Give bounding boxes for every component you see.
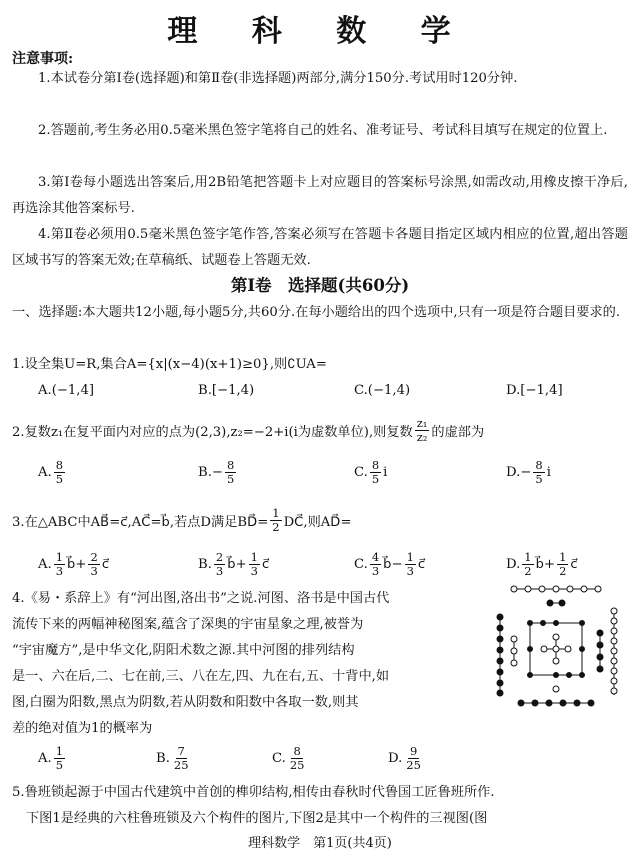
section-title: 第Ⅰ卷 选择题(共60分) bbox=[230, 276, 410, 295]
option-c: C. $\frac{8}{25}$ bbox=[272, 743, 305, 772]
notice-item: 2.答题前,考生务必用0.5毫米黑色签字笔将自己的姓名、准考证号、考试科目填写在规定的位置上. bbox=[38, 123, 608, 138]
q3-stem-a: 3.在△ABC中AB⃗=c⃗,AC⃗=b⃗,若点D满足BD⃗= bbox=[12, 514, 269, 530]
question-1-options bbox=[0, 372, 640, 408]
q5-line: 下图1是经典的六柱鲁班锁及六个构件的图片,下图2是其中一个构件的三视图(图 bbox=[26, 811, 488, 826]
notice-item: 3.第Ⅰ卷每小题选出答案后,用2B铅笔把答题卡上对应题目的答案标号涂黑,如需改动,用橡皮擦干净后,再选涂其他答案标号. bbox=[12, 175, 628, 216]
q4-line: 图,白圈为阳数,黑点为阴数,若从阴数和阳数中各取一数,则其 bbox=[12, 695, 359, 710]
option-c: C. $\frac{4}{3}$ b⃗ − $\frac{1}{3}$ c⃗ bbox=[354, 549, 426, 578]
q2-stem-b: 的虚部为 bbox=[431, 424, 485, 440]
q5-line: 5.鲁班锁起源于中国古代建筑中首创的榫卯结构,相传由春秋时代鲁国工匠鲁班所作. bbox=[12, 785, 495, 800]
question-1-stem: 1.设全集U=R,集合A={x|(x−4)(x+1)≥0},则∁UA= bbox=[12, 357, 327, 372]
notice-item: 4.第Ⅱ卷必须用0.5毫米黑色签字笔作答,答案必须写在答题卡各题目指定区域内相应的位置,超出答题区域书写的答案无效;在草稿纸、试题卷上答题无效. bbox=[12, 227, 628, 268]
notice-item: 1.本试卷分第Ⅰ卷(选择题)和第Ⅱ卷(非选择题)两部分,满分150分.考试用时120分钟. bbox=[38, 71, 518, 86]
question-3-stem bbox=[12, 502, 630, 538]
part-one-instructions: 一、选择题:本大题共12小题,每小题5分,共60分.在每小题给出的四个选项中,只有一项是符合题目要求的. bbox=[12, 305, 621, 320]
option-b: B. $\frac{2}{3}$ b⃗ + $\frac{1}{3}$ c⃗ bbox=[198, 549, 270, 578]
q2-stem-a: 2.复数z₁在复平面内对应的点为(2,3),z₂=−2+i(i为虚数单位),则复数 bbox=[12, 424, 413, 440]
page-footer: 理科数学 第1页(共4页) bbox=[248, 836, 392, 851]
q4-line: 是一、六在后,二、七在前,三、八在左,四、九在右,五、十背中,如 bbox=[12, 669, 390, 684]
notice-heading: 注意事项: bbox=[12, 51, 74, 67]
option-a: A. $\frac{1}{5}$ bbox=[38, 743, 64, 772]
option-d: D.[−1,4] bbox=[506, 382, 563, 398]
question-4-stem bbox=[12, 586, 492, 742]
q2-fraction: $\frac{\text{z₁}}{\text{z₂}}$ bbox=[416, 415, 428, 444]
option-c: C.(−1,4) bbox=[354, 382, 411, 398]
q4-line: 差的绝对值为1的概率为 bbox=[12, 721, 153, 736]
page-title: 理 科 数 学 bbox=[167, 14, 473, 49]
question-3-options bbox=[0, 546, 640, 582]
option-a: A.(−1,4] bbox=[38, 382, 95, 398]
option-d: D. $\frac{9}{25}$ bbox=[388, 743, 421, 772]
option-c: C. $\frac{8}{5}$ i bbox=[354, 457, 388, 486]
q3-fraction: $\frac{1}{2}$ bbox=[272, 505, 280, 534]
q4-line: “宇宙魔方”,是中华文化,阴阳术数之源.其中河图的排列结构 bbox=[12, 643, 355, 658]
q4-line: 流传下来的两幅神秘图案,蕴含了深奥的宇宙星象之理,被誉为 bbox=[12, 617, 364, 632]
option-b: B.[−1,4) bbox=[198, 382, 255, 398]
q4-line: 4.《易・系辞上》有“河出图,洛出书”之说.河图、洛书是中国古代 bbox=[12, 591, 390, 606]
option-a: A. $\frac{8}{5}$ bbox=[38, 457, 64, 486]
question-2-options bbox=[0, 454, 640, 490]
option-b: B. $\frac{7}{25}$ bbox=[156, 743, 189, 772]
question-2-stem bbox=[12, 412, 630, 448]
question-5-stem bbox=[12, 780, 630, 832]
option-a: A. $\frac{1}{3}$ b⃗ + $\frac{2}{3}$ c⃗ bbox=[38, 549, 110, 578]
question-4-options bbox=[0, 740, 640, 776]
option-b: B. − $\frac{8}{5}$ bbox=[198, 457, 235, 486]
q3-stem-b: DC⃗,则AD⃗= bbox=[283, 514, 352, 530]
option-d: D. $\frac{1}{2}$ b⃗ + $\frac{1}{2}$ c⃗ bbox=[506, 549, 578, 578]
hetu-diagram bbox=[496, 583, 626, 713]
option-d: D. − $\frac{8}{5}$ i bbox=[506, 457, 551, 486]
